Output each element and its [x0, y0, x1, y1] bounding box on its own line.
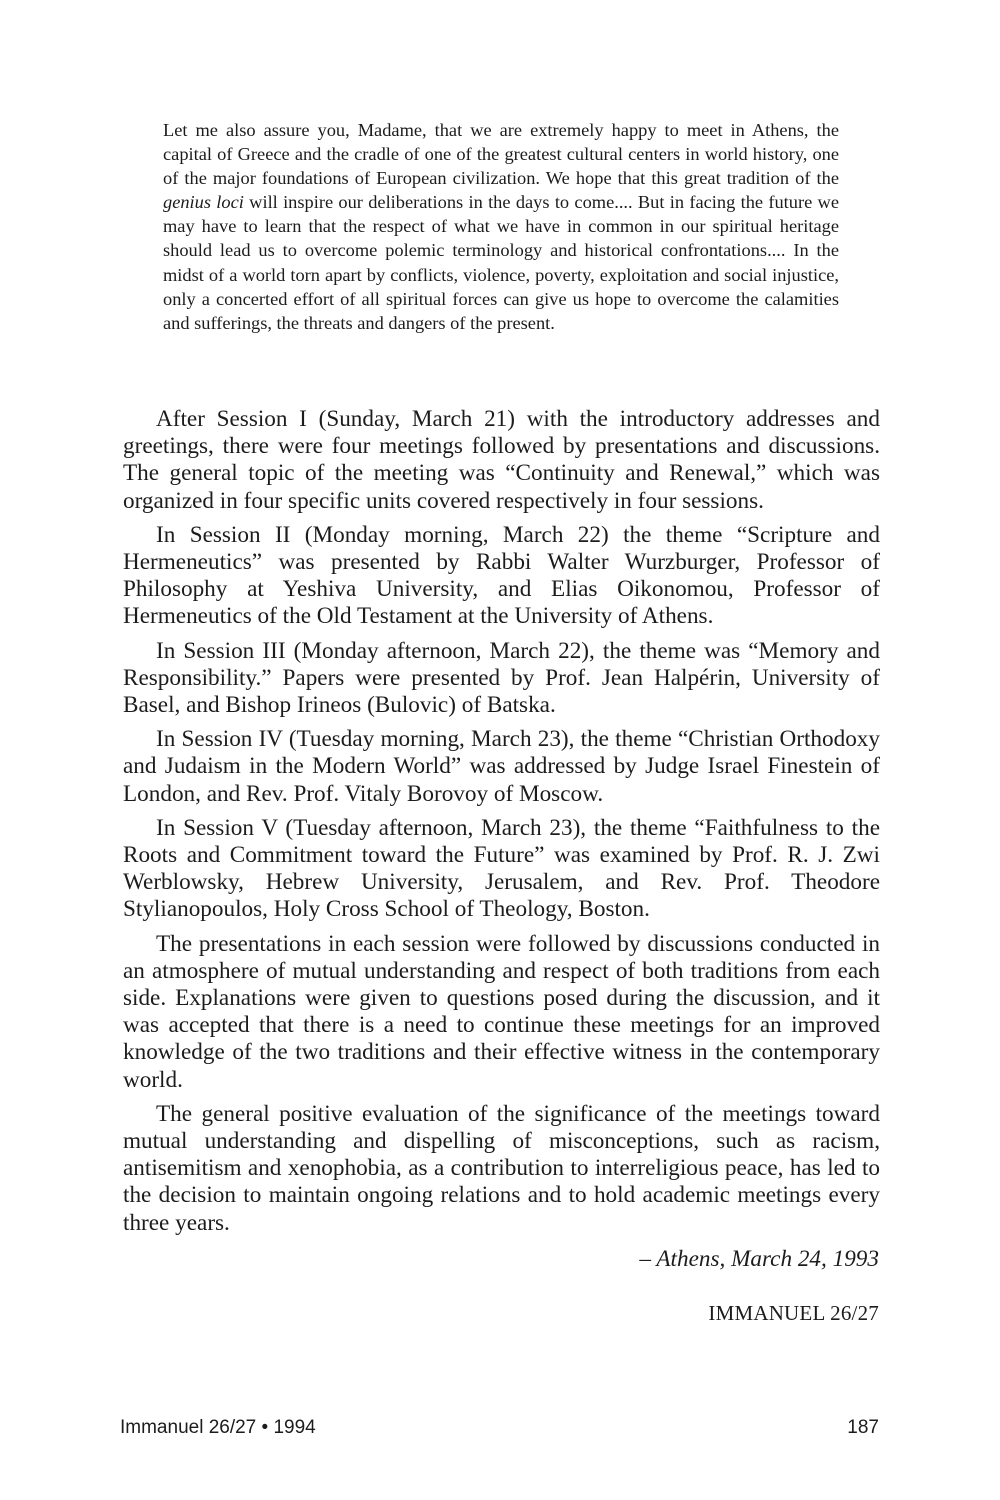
- block-quote: [163, 118, 839, 335]
- quote-rest: will inspire our deliberations in the days to come.... But in facing the future we may have to learn that the respect of what we have in common in our spiritual heritage should lead us to overcome polemic terminology and historical confrontations.... In the midst of a world torn apart by conflicts, violence, poverty, exploitation and social injustice, only a concerted effort of all spiritual forces can give us hope to overcome the calamities and sufferings, the threats and dangers of the present.: [163, 192, 839, 333]
- page-number: 187: [847, 1417, 879, 1438]
- quote-emphasis: genius loci: [163, 192, 244, 213]
- paragraph-discussions: The presentations in each session were followed by discussions conducted in an atmosphere of mutual understanding and respect of both traditions from each side. Explanations were given to questions posed during the discussion, and it was accepted that there is a need to continue these meetings for an improved knowledge of the two traditions and their effective witness in the contemporary world.: [123, 930, 880, 1093]
- paragraph-session-2: In Session II (Monday morning, March 22) the theme “Scripture and Hermeneutics” was presented by Rabbi Walter Wurzburger, Professor of Philosophy at Yeshiva University, and Elias Oikonomou, Professor of Hermeneutics of the Old Testament at the University of Athens.: [123, 521, 880, 630]
- paragraph-session-5: In Session V (Tuesday afternoon, March 23), the theme “Faithfulness to the Roots and Commitment toward the Future” was examined by Prof. R. J. Zwi Werblowsky, Hebrew University, Jerusalem, and Rev. Prof. Theodore Stylianopoulos, Holy Cross School of Theology, Boston.: [123, 814, 880, 923]
- paragraph-session-4: In Session IV (Tuesday morning, March 23), the theme “Christian Orthodoxy and Judaism in the Modern World” was addressed by Judge Israel Finestein of London, and Rev. Prof. Vitaly Borovoy of Moscow.: [123, 726, 880, 807]
- paragraph-session-1: After Session I (Sunday, March 21) with the introductory addresses and greetings, there were four meetings followed by presentations and discussions. The general topic of the meeting was “Continuity and Renewal,” which was organized in four specific units covered respectively in four sessions.: [123, 406, 880, 514]
- paragraph-session-3: In Session III (Monday afternoon, March 22), the theme was “Memory and Responsibility.” Papers were presented by Prof. Jean Halpérin, University of Basel, and Bishop Irineos (Bulovic) of Batska.: [123, 637, 880, 719]
- quote-paragraph: [163, 118, 839, 335]
- quote-lead: Let me also assure you, Madame, that we are extremely happy to meet in Athens, the capital of Greece and the cradle of one of the greatest cultural centers in world history, one of the major foundations of European civilization. We hope that this great tradition of the: [163, 120, 839, 189]
- paragraph-evaluation: The general positive evaluation of the significance of the meetings toward mutual understanding and dispelling of misconceptions, such as racism, antisemitism and xenophobia, as a contribution to interreligious peace, has led to the decision to maintain ongoing relations and to hold academic meetings every three years.: [123, 1100, 880, 1236]
- signoff-date: – Athens, March 24, 1993: [639, 1246, 879, 1272]
- footer-journal-issue: Immanuel 26/27 • 1994: [120, 1417, 316, 1438]
- journal-label: IMMANUEL 26/27: [708, 1301, 879, 1325]
- body-text: [123, 406, 880, 1244]
